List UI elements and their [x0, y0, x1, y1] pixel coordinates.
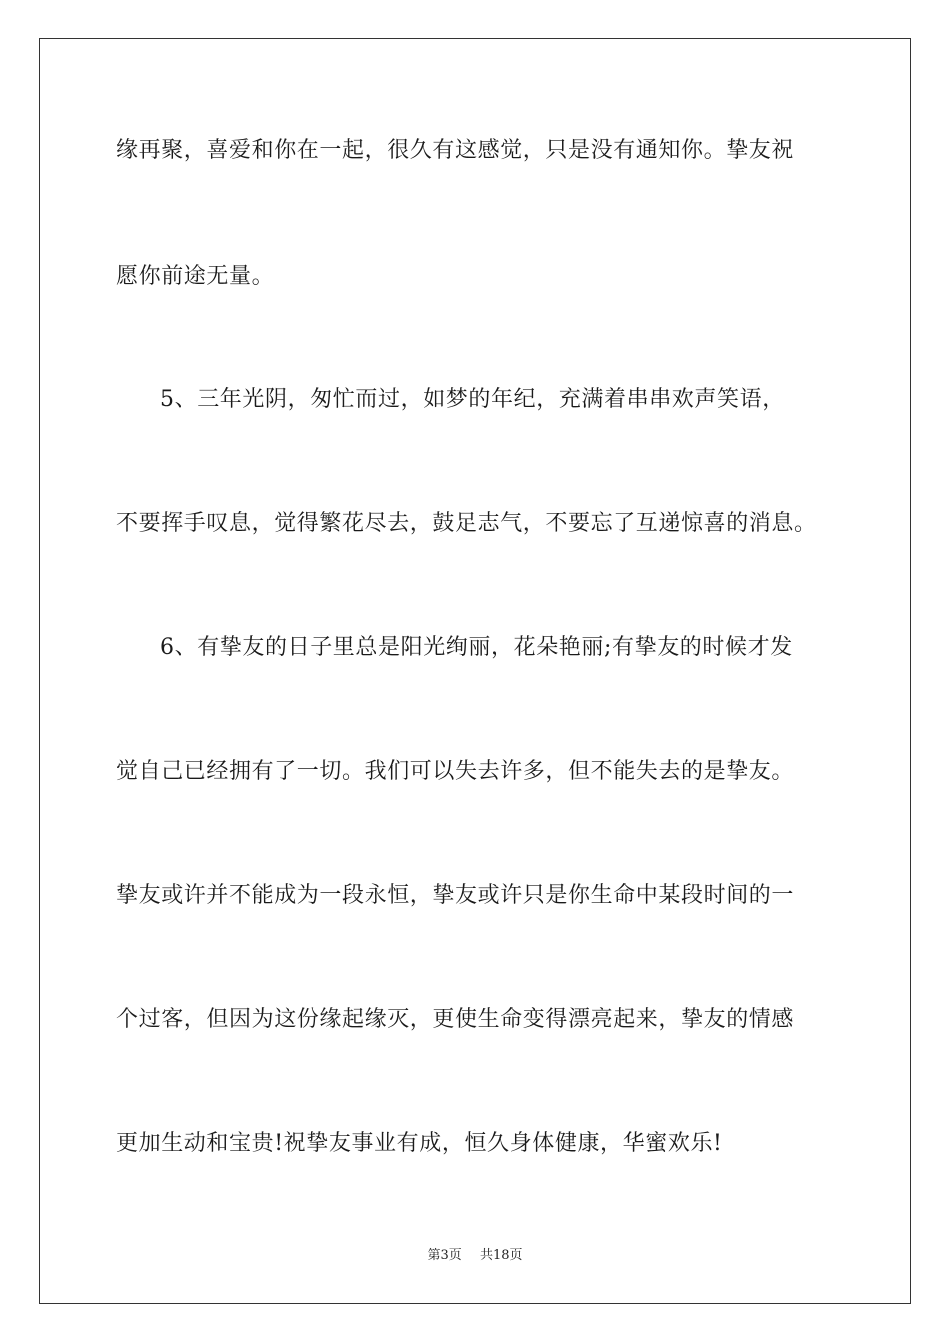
- text-line: 挚友或许并不能成为一段永恒，挚友或许只是你生命中某段时间的一: [116, 883, 795, 908]
- page-number: 第3页: [427, 1248, 462, 1263]
- page-border: [39, 38, 911, 1304]
- text-line: 缘再聚，喜爱和你在一起，很久有这感觉，只是没有通知你。挚友祝: [116, 138, 795, 163]
- text-line: 更加生动和宝贵!祝挚友事业有成，恒久身体健康，华蜜欢乐!: [116, 1131, 723, 1156]
- text-line: 觉自己已经拥有了一切。我们可以失去许多，但不能失去的是挚友。: [116, 759, 795, 784]
- text-line: 个过客，但因为这份缘起缘灭，更使生命变得漂亮起来，挚友的情感: [116, 1007, 795, 1032]
- page-footer: [0, 1247, 950, 1265]
- page-total: 共18页: [479, 1248, 523, 1263]
- text-line: 不要挥手叹息，觉得繁花尽去，鼓足志气，不要忘了互递惊喜的消息。: [116, 511, 817, 536]
- paragraph-6-line: 6、有挚友的日子里总是阳光绚丽，花朵艳丽;有挚友的时候才发: [160, 635, 793, 660]
- text-line: 愿你前途无量。: [116, 264, 275, 289]
- paragraph-5-line: 5、三年光阴，匆忙而过，如梦的年纪，充满着串串欢声笑语，: [160, 387, 785, 412]
